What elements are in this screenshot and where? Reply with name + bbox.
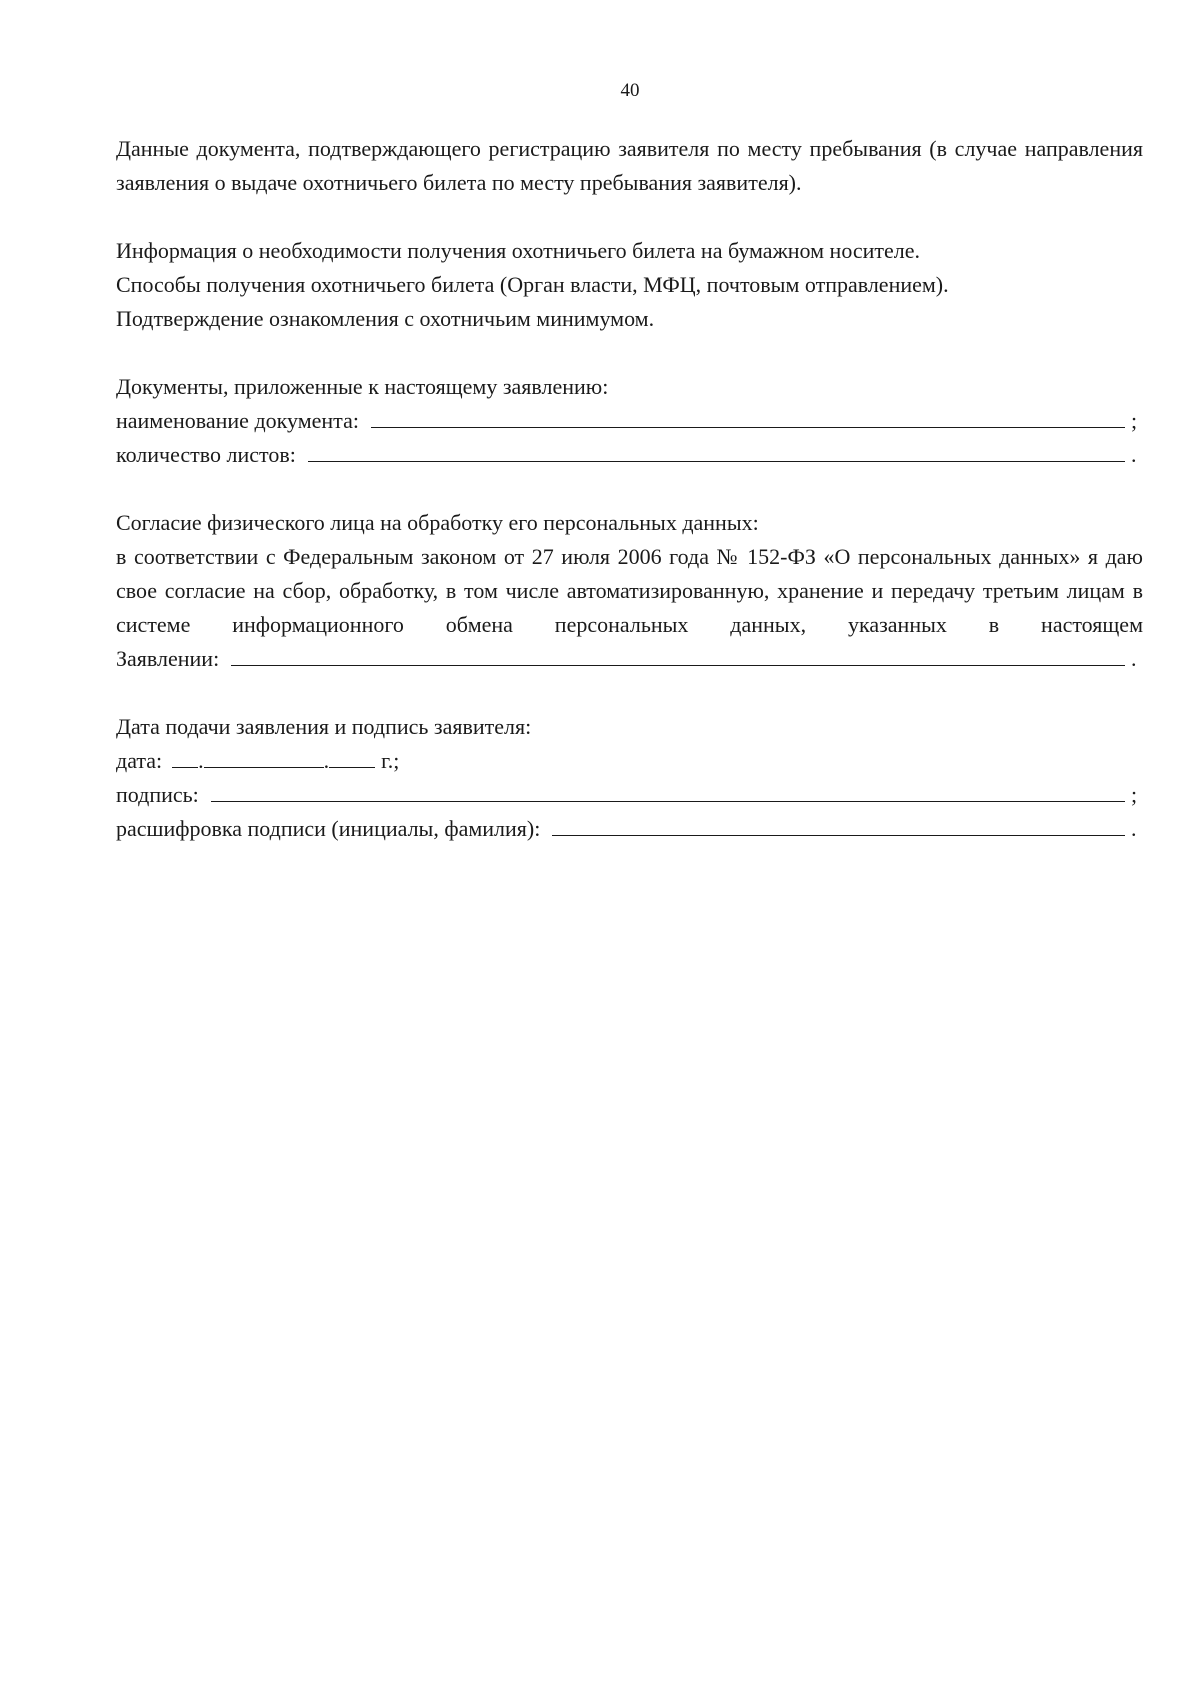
document-name-end: ; [1131,408,1138,433]
consent-text: в соответствии с Федеральным законом от 27 июля 2006 года № 152-ФЗ «О персональных данных» я даю свое согласие на сбор, обработку, в том числе автоматизированную, хранение и передачу третьим лицам в системе информационного обмена персональных данных, указанных в настоящем [116,544,1143,637]
signature-decode-label: расшифровка подписи (инициалы, фамилия): [116,816,541,841]
date-separator: . [323,748,330,773]
document-body [116,132,1143,846]
sheet-count-row [116,438,1143,472]
date-label: дата: [116,748,163,773]
signature-decode-row [116,812,1143,846]
date-year-field[interactable] [329,745,375,768]
signature-row [116,778,1143,812]
consent-heading: Согласие физического лица на обработку его персональных данных: [116,510,759,535]
signature-decode-end: . [1131,816,1137,841]
document-name-field[interactable] [371,405,1125,428]
receipt-methods: Способы получения охотничьего билета (Орган власти, МФЦ, почтовым отправлением). [116,272,949,297]
signature-end: ; [1131,782,1138,807]
minimum-confirmation: Подтверждение ознакомления с охотничьим минимумом. [116,306,655,331]
signature-label: подпись: [116,782,199,807]
signature-decode-field[interactable] [552,813,1125,836]
sheet-count-label: количество листов: [116,442,296,467]
consent-statement-field[interactable] [231,643,1125,666]
attached-documents-heading: Документы, приложенные к настоящему заявлению: [116,374,609,399]
sheet-count-field[interactable] [308,439,1125,462]
residence-document-paragraph: Данные документа, подтверждающего регистрацию заявителя по месту пребывания (в случае направления заявления о выдаче охотничьего билета по месту пребывания заявителя). [116,136,1143,195]
document-name-row [116,404,1143,438]
date-month-field[interactable] [204,745,324,768]
date-separator: . [198,748,204,773]
consent-statement-end: . [1131,646,1137,671]
date-year-suffix: г.; [381,748,400,773]
signature-heading: Дата подачи заявления и подпись заявителя: [116,714,532,739]
date-row [116,744,1143,778]
consent-statement-label: Заявлении: [116,646,220,671]
paper-carrier-info: Информация о необходимости получения охотничьего билета на бумажном носителе. [116,238,921,263]
page-number: 40 [620,80,640,101]
sheet-count-end: . [1131,442,1137,467]
signature-field[interactable] [211,779,1125,802]
document-name-label: наименование документа: [116,408,359,433]
date-day-field[interactable] [172,745,198,768]
consent-statement-row [116,642,1143,676]
